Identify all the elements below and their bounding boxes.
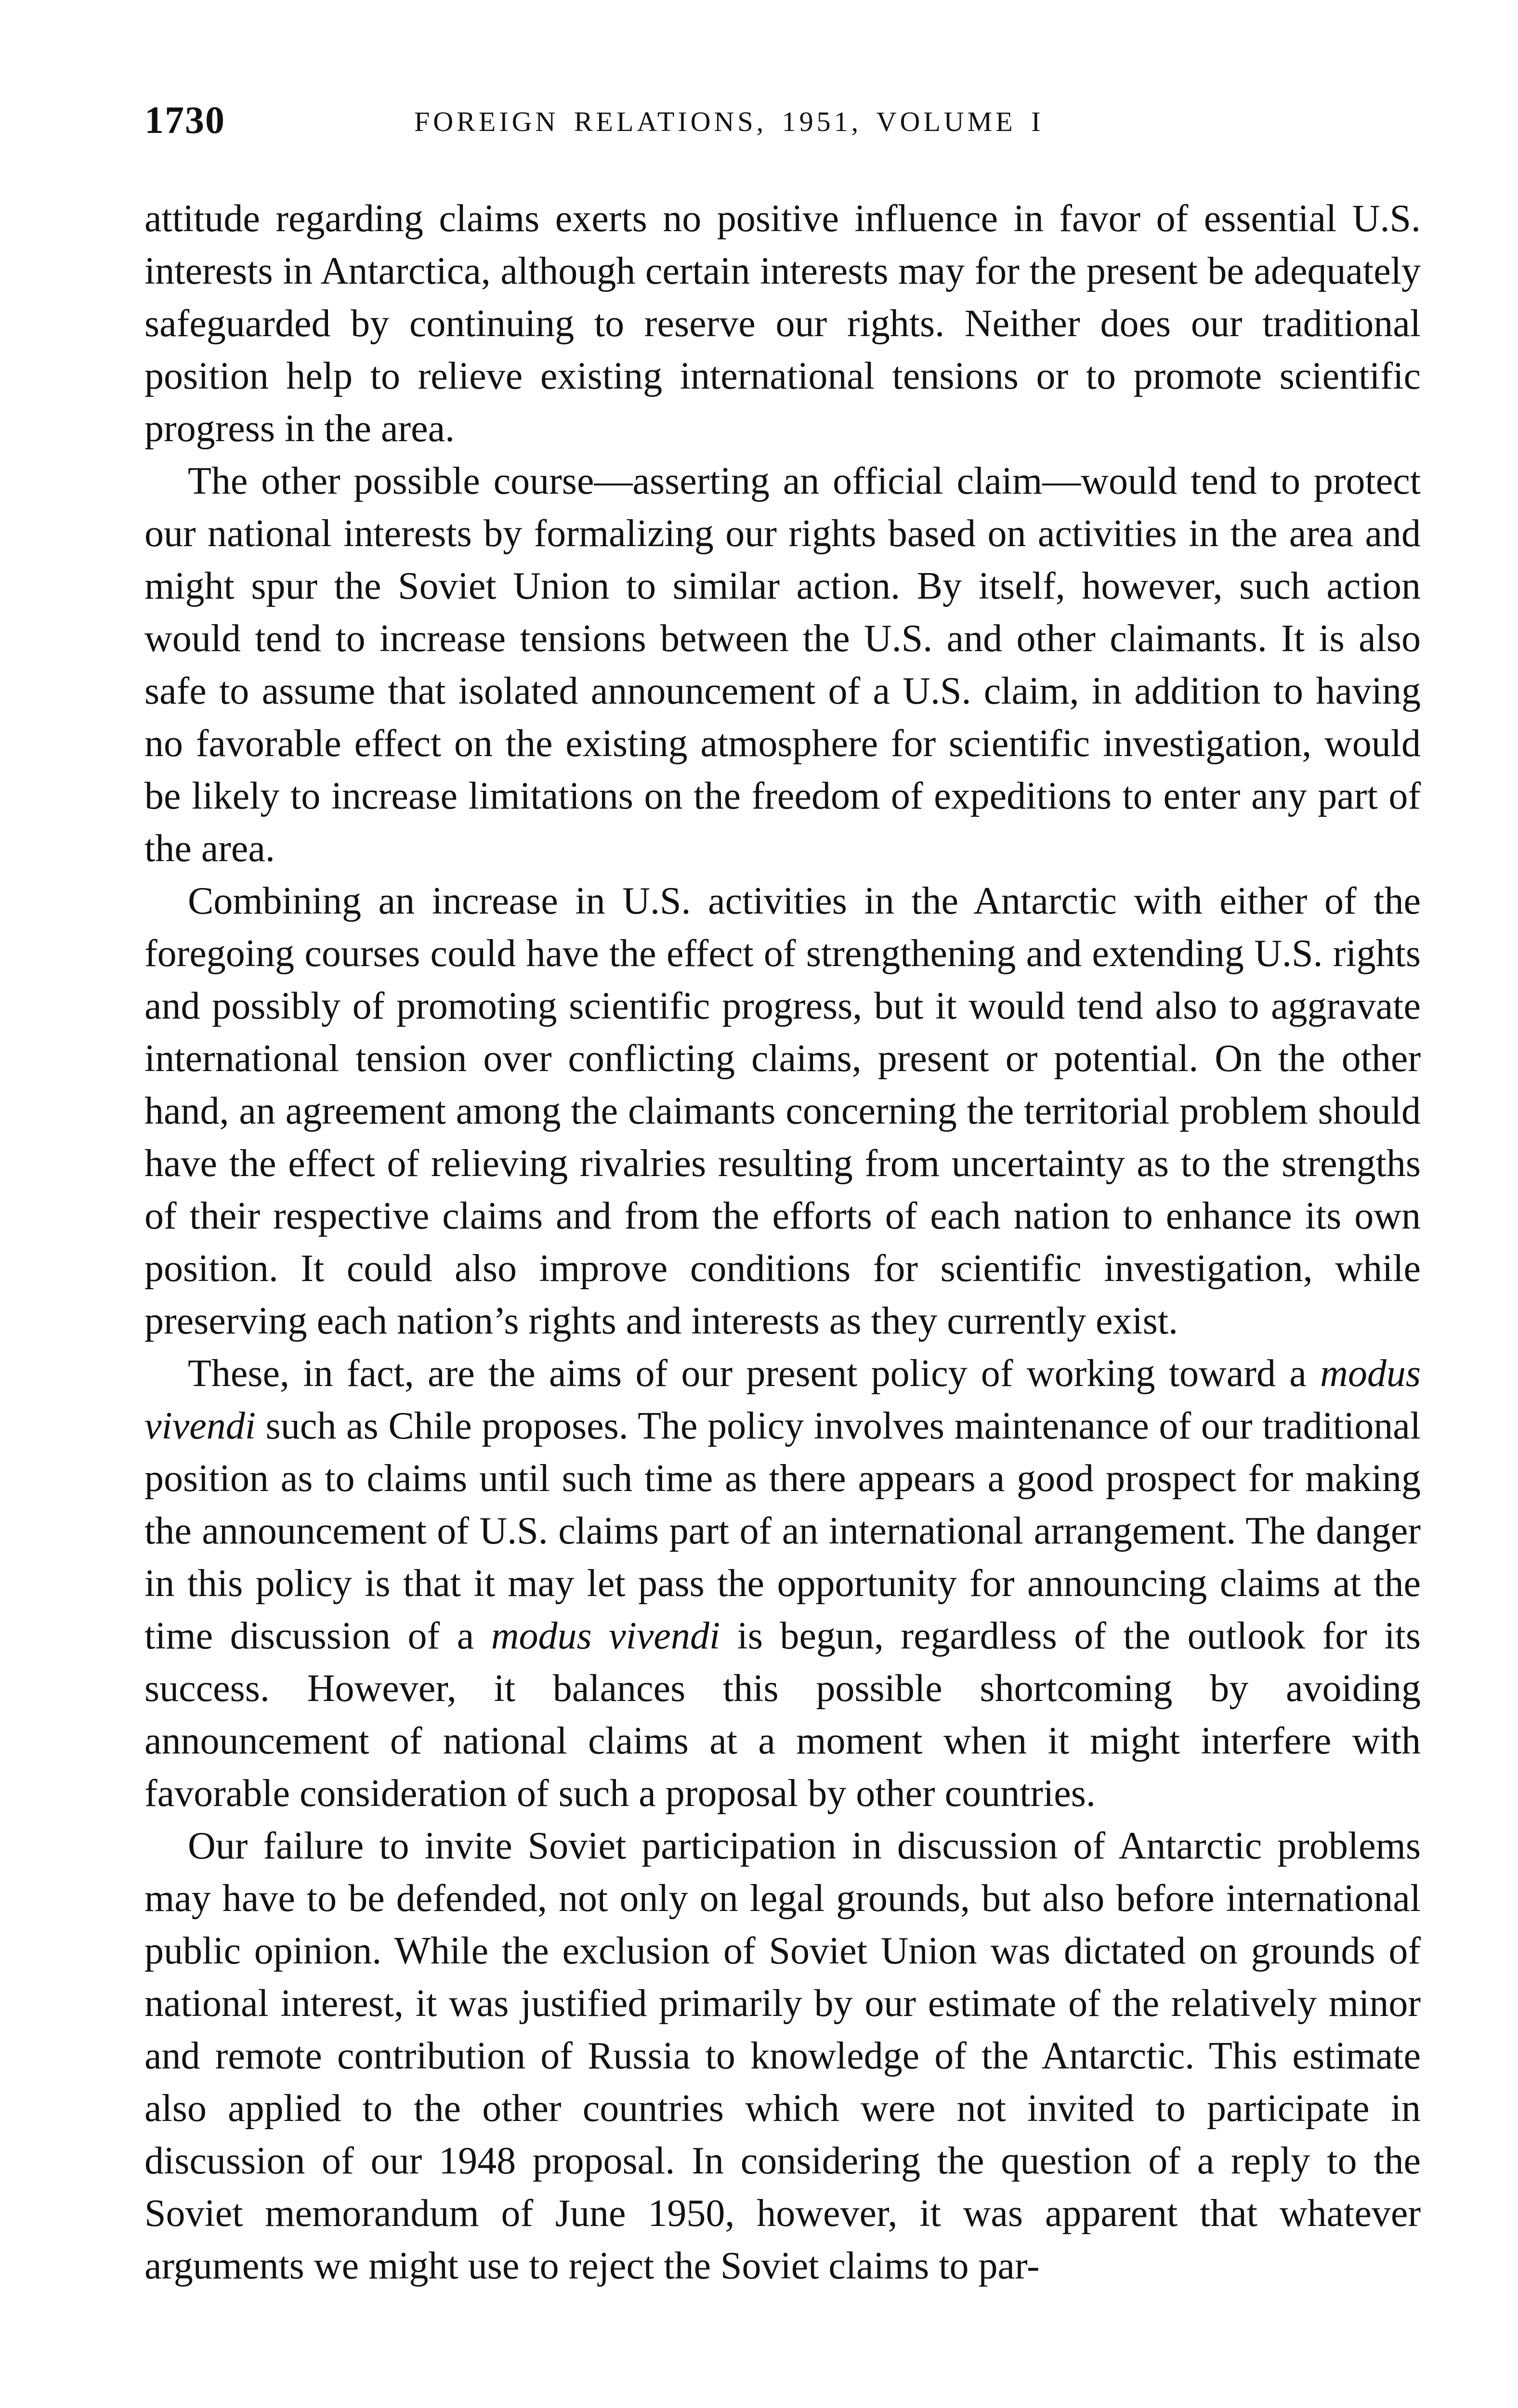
- page-number: 1730: [144, 99, 225, 142]
- paragraph-text: is begun, regardless of the outlook for its success. However, it balances this possible shortcoming by avoiding announcement of national claims at a moment when it might interfere with favorable consideration of such a proposal by other countries.: [144, 1615, 1421, 1815]
- paragraph-text: Combining an increase in U.S. activities in the Antarctic with either of the foregoing courses could have the effect of strengthening and extending U.S. rights and possibly of promoting scientific progress, but it would tend also to aggravate international tension over conflicting claims, present or potential. On the other hand, an agreement among the claimants concerning the territorial problem should have the effect of relieving rivalries resulting from uncertainty as to the strengths of their respective claims and from the efforts of each nation to enhance its own position. It could also improve conditions for scientific investigation, while preserving each nation’s rights and interests as they currently exist.: [144, 880, 1421, 1342]
- paragraph-text: such as Chile proposes. The policy involves maintenance of our traditional position as to claims until such time as there appears a good prospect for making the announcement of U.S. claims part of an international arrangement. The danger in this policy is that it may let pass the opportunity for announcing claims at the time discussion of a: [144, 1405, 1421, 1657]
- italic-term: modus vivendi: [491, 1615, 720, 1657]
- paragraph-3: [144, 875, 1421, 1348]
- body-text: [144, 193, 1421, 2292]
- running-title: FOREIGN RELATIONS, 1951, VOLUME I: [414, 106, 1044, 137]
- paragraph-2: [144, 455, 1421, 875]
- paragraph-text: attitude regarding claims exerts no positive influence in favor of essential U.S. interests in Antarctica, although certain interests may for the present be adequately safeguarded by continuing to reserve our rights. Neither does our traditional position help to relieve existing international tensions or to promote scientific progress in the area.: [144, 197, 1421, 450]
- paragraph-5: [144, 1820, 1421, 2292]
- paragraph-text: Our failure to invite Soviet participation in discussion of Antarctic problems may have to be defended, not only on legal grounds, but also before international public opinion. While the exclusion of Soviet Union was dictated on grounds of national interest, it was justified primarily by our estimate of the relatively minor and remote contribution of Russia to knowledge of the Antarctic. This estimate also applied to the other countries which were not invited to participate in discussion of our 1948 proposal. In considering the question of a reply to the Soviet memorandum of June 1950, however, it was apparent that whatever arguments we might use to reject the Soviet claims to par-: [144, 1825, 1421, 2287]
- paragraph-text: These, in fact, are the aims of our present policy of working toward a: [188, 1352, 1321, 1395]
- paragraph-text: The other possible course—asserting an official claim—would tend to protect our national interests by formalizing our rights based on activities in the area and might spur the Soviet Union to similar action. By itself, however, such action would tend to increase tensions between the U.S. and other claimants. It is also safe to assume that isolated announcement of a U.S. claim, in addition to having no favorable effect on the existing atmosphere for scientific investigation, would be likely to increase limitations on the freedom of expeditions to enter any part of the area.: [144, 460, 1421, 870]
- paragraph-4: [144, 1348, 1421, 1820]
- document-page: [144, 0, 1421, 2408]
- paragraph-1: [144, 193, 1421, 455]
- italic-term: modus vivendi: [144, 1352, 1421, 1447]
- page-header: [144, 99, 1421, 152]
